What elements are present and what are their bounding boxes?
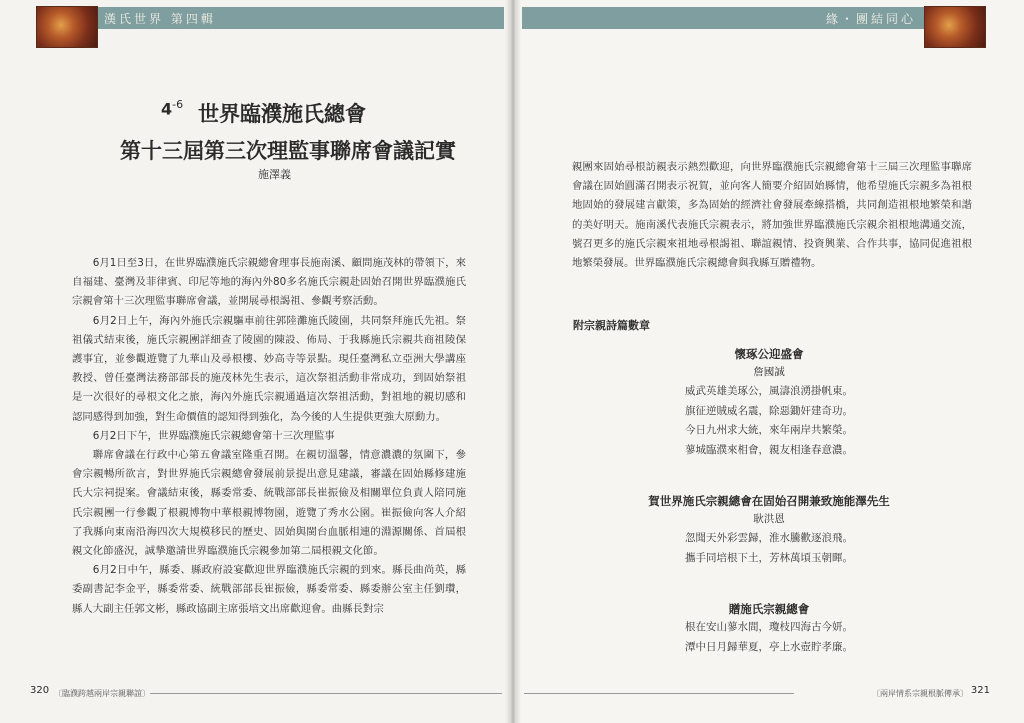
paragraph: 6月2日下午，世界臨濮施氏宗親總會第十三次理監事	[92, 429, 335, 442]
paragraph: 聯席會議在行政中心第五會議室隆重召開。在親切溫馨，情意濃濃的氛圍下，參會宗親暢所欲言，對世界施氏宗親總會發展前景提出意見建議，審議在固始縣修建施氏大宗祠提案。會議結束後，縣委常委、統戰部部長崔振儉及相關單位負責人陪同施氏宗親團一行參觀了根親博物中華根親博物園，遊覽了秀水公園。崔振儉向客人介紹了我縣向東南沿海四次大規模移民的歷史、固始與閩台血脈相連的淵源關係、首屆根親文化節盛況，誠摯邀請世界臨濮施氏宗親參加第二屆根親文化節。	[72, 449, 466, 558]
poem-line: 根在安山蓼水間，瓊枝四海古今妍。	[685, 621, 853, 633]
right-page	[514, 0, 1024, 723]
poem-author: 耿洪恩	[753, 513, 785, 525]
right-header-photo	[924, 6, 986, 48]
left-header-title: 漢氏世界 第四輯	[104, 12, 216, 26]
article-author: 施澤義	[258, 168, 291, 181]
right-page-number: 321	[970, 685, 990, 696]
poem-line: 威武英雄美琢公，風濤浪湧掛帆東。	[685, 385, 853, 397]
poem-author: 詹國誠	[753, 366, 785, 378]
poem-line: 今日九州求大統，來年兩岸共繁榮。	[685, 424, 853, 437]
right-body-text	[572, 158, 972, 273]
right-footer-rule	[524, 693, 794, 694]
paragraph: 6月2日中午，縣委、縣政府設宴歡迎世界臨濮施氏宗親的到來。縣長曲尚英，縣委副書記李金平，縣委常委、統戰部部長崔振儉，縣委常委、縣委辦公室主任劉瓚，縣人大副主任郭文彬，縣政協副主席張培文出席歡迎會。曲縣長對宗	[72, 564, 466, 615]
poem-title: 贈施氏宗親總會	[728, 602, 810, 616]
right-footer-text: 〔兩岸情系宗親根脈傳承〕	[872, 689, 968, 698]
poem-2	[514, 492, 1024, 568]
article-title-line1: 世界臨濮施氏總會	[198, 102, 366, 126]
left-footer-rule	[150, 693, 502, 694]
left-header-photo	[36, 6, 98, 48]
poem-title: 懷琢公迎盛會	[734, 347, 804, 361]
section-title: 附宗親詩篇數章	[573, 319, 650, 332]
right-header-bar	[522, 7, 986, 29]
left-footer-text: 〔臨濮跨越兩岸宗親聯誼〕	[54, 689, 150, 698]
poem-title: 賀世界施氏宗親總會在固始召開兼致施能澤先生	[648, 494, 890, 508]
paragraph: 親團來固始尋根訪親表示熱烈歡迎，向世界臨濮施氏宗親總會第十三屆三次理監事聯席會議在固始圓滿召開表示祝賀，並向客人簡要介紹固始縣情，他希望施氏宗親多為祖根地固始的發展建言獻策，多為固始的經濟社會發展牽線搭橋，共同創造祖根地繁榮和諧的美好明天。施南溪代表施氏宗親表示，將加強世界臨濮施氏宗親余祖根地溝通交流，號召更多的施氏宗親來祖地尋根謁祖、聯誼親情、投資興業、合作共事，協同促進祖根地繁榮發展。世界臨濮施氏宗親總會與我縣互贈禮物。	[572, 161, 972, 270]
poem-line: 攜手同培根下土，芳林萬頃玉朝暉。	[685, 551, 853, 564]
left-body-text	[72, 254, 466, 619]
poem-line: 潭中日月歸華夏，亭上水壺貯孝廉。	[685, 640, 853, 653]
article-title-line2: 第十三屆第三次理監事聯席會議記實	[120, 139, 456, 163]
paragraph: 6月2日上午，海內外施氏宗親驅車前往郭陸灘施氏陵園，共同祭拜施氏先祖。祭祖儀式結束後，施氏宗親團詳細查了陵園的陳設、佈局、于我縣施氏宗親共商祖陵保護事宜，並參觀遊覽了九華山及尋根樓、妙高寺等景點。現任臺灣私立亞洲大學講座教授、曾任臺灣法務部部長的施茂林先生表示，這次祭祖活動非常成功，到固始祭祖是一次很好的尋根文化之旅，海內外施氏宗親通過這次祭祖活動，對祖地的親切感和認同感得到加強，對生命價值的認知得到強化，為今後的人生提供更強大原動力。	[72, 314, 466, 423]
right-header-title: 緣・團結同心	[825, 12, 916, 26]
article-number: $4^{-6}$	[161, 98, 184, 119]
poem-1	[514, 345, 1024, 460]
book-spine	[505, 0, 521, 723]
poem-3	[514, 600, 1024, 657]
poem-line: 忽聞天外彩雲歸，淮水騰歡逐浪飛。	[685, 532, 853, 544]
left-page-number: 320	[30, 685, 50, 696]
paragraph: 6月1日至3日，在世界臨濮施氏宗親總會理事長施南溪、顧問施茂林的帶領下，來自福建、臺灣及菲律賓、印尼等地的海內外80多名施氏宗親赴固始召開世界臨濮施氏宗親會第十三次理監事聯席會議，並開展尋根謁祖、參觀考察活動。	[72, 257, 466, 308]
poem-line: 旗征逆賊威名震，除惡鋤奸建奇功。	[685, 404, 853, 417]
poem-line: 蓼城臨濮來相會，親友相逢春意濃。	[685, 443, 853, 456]
